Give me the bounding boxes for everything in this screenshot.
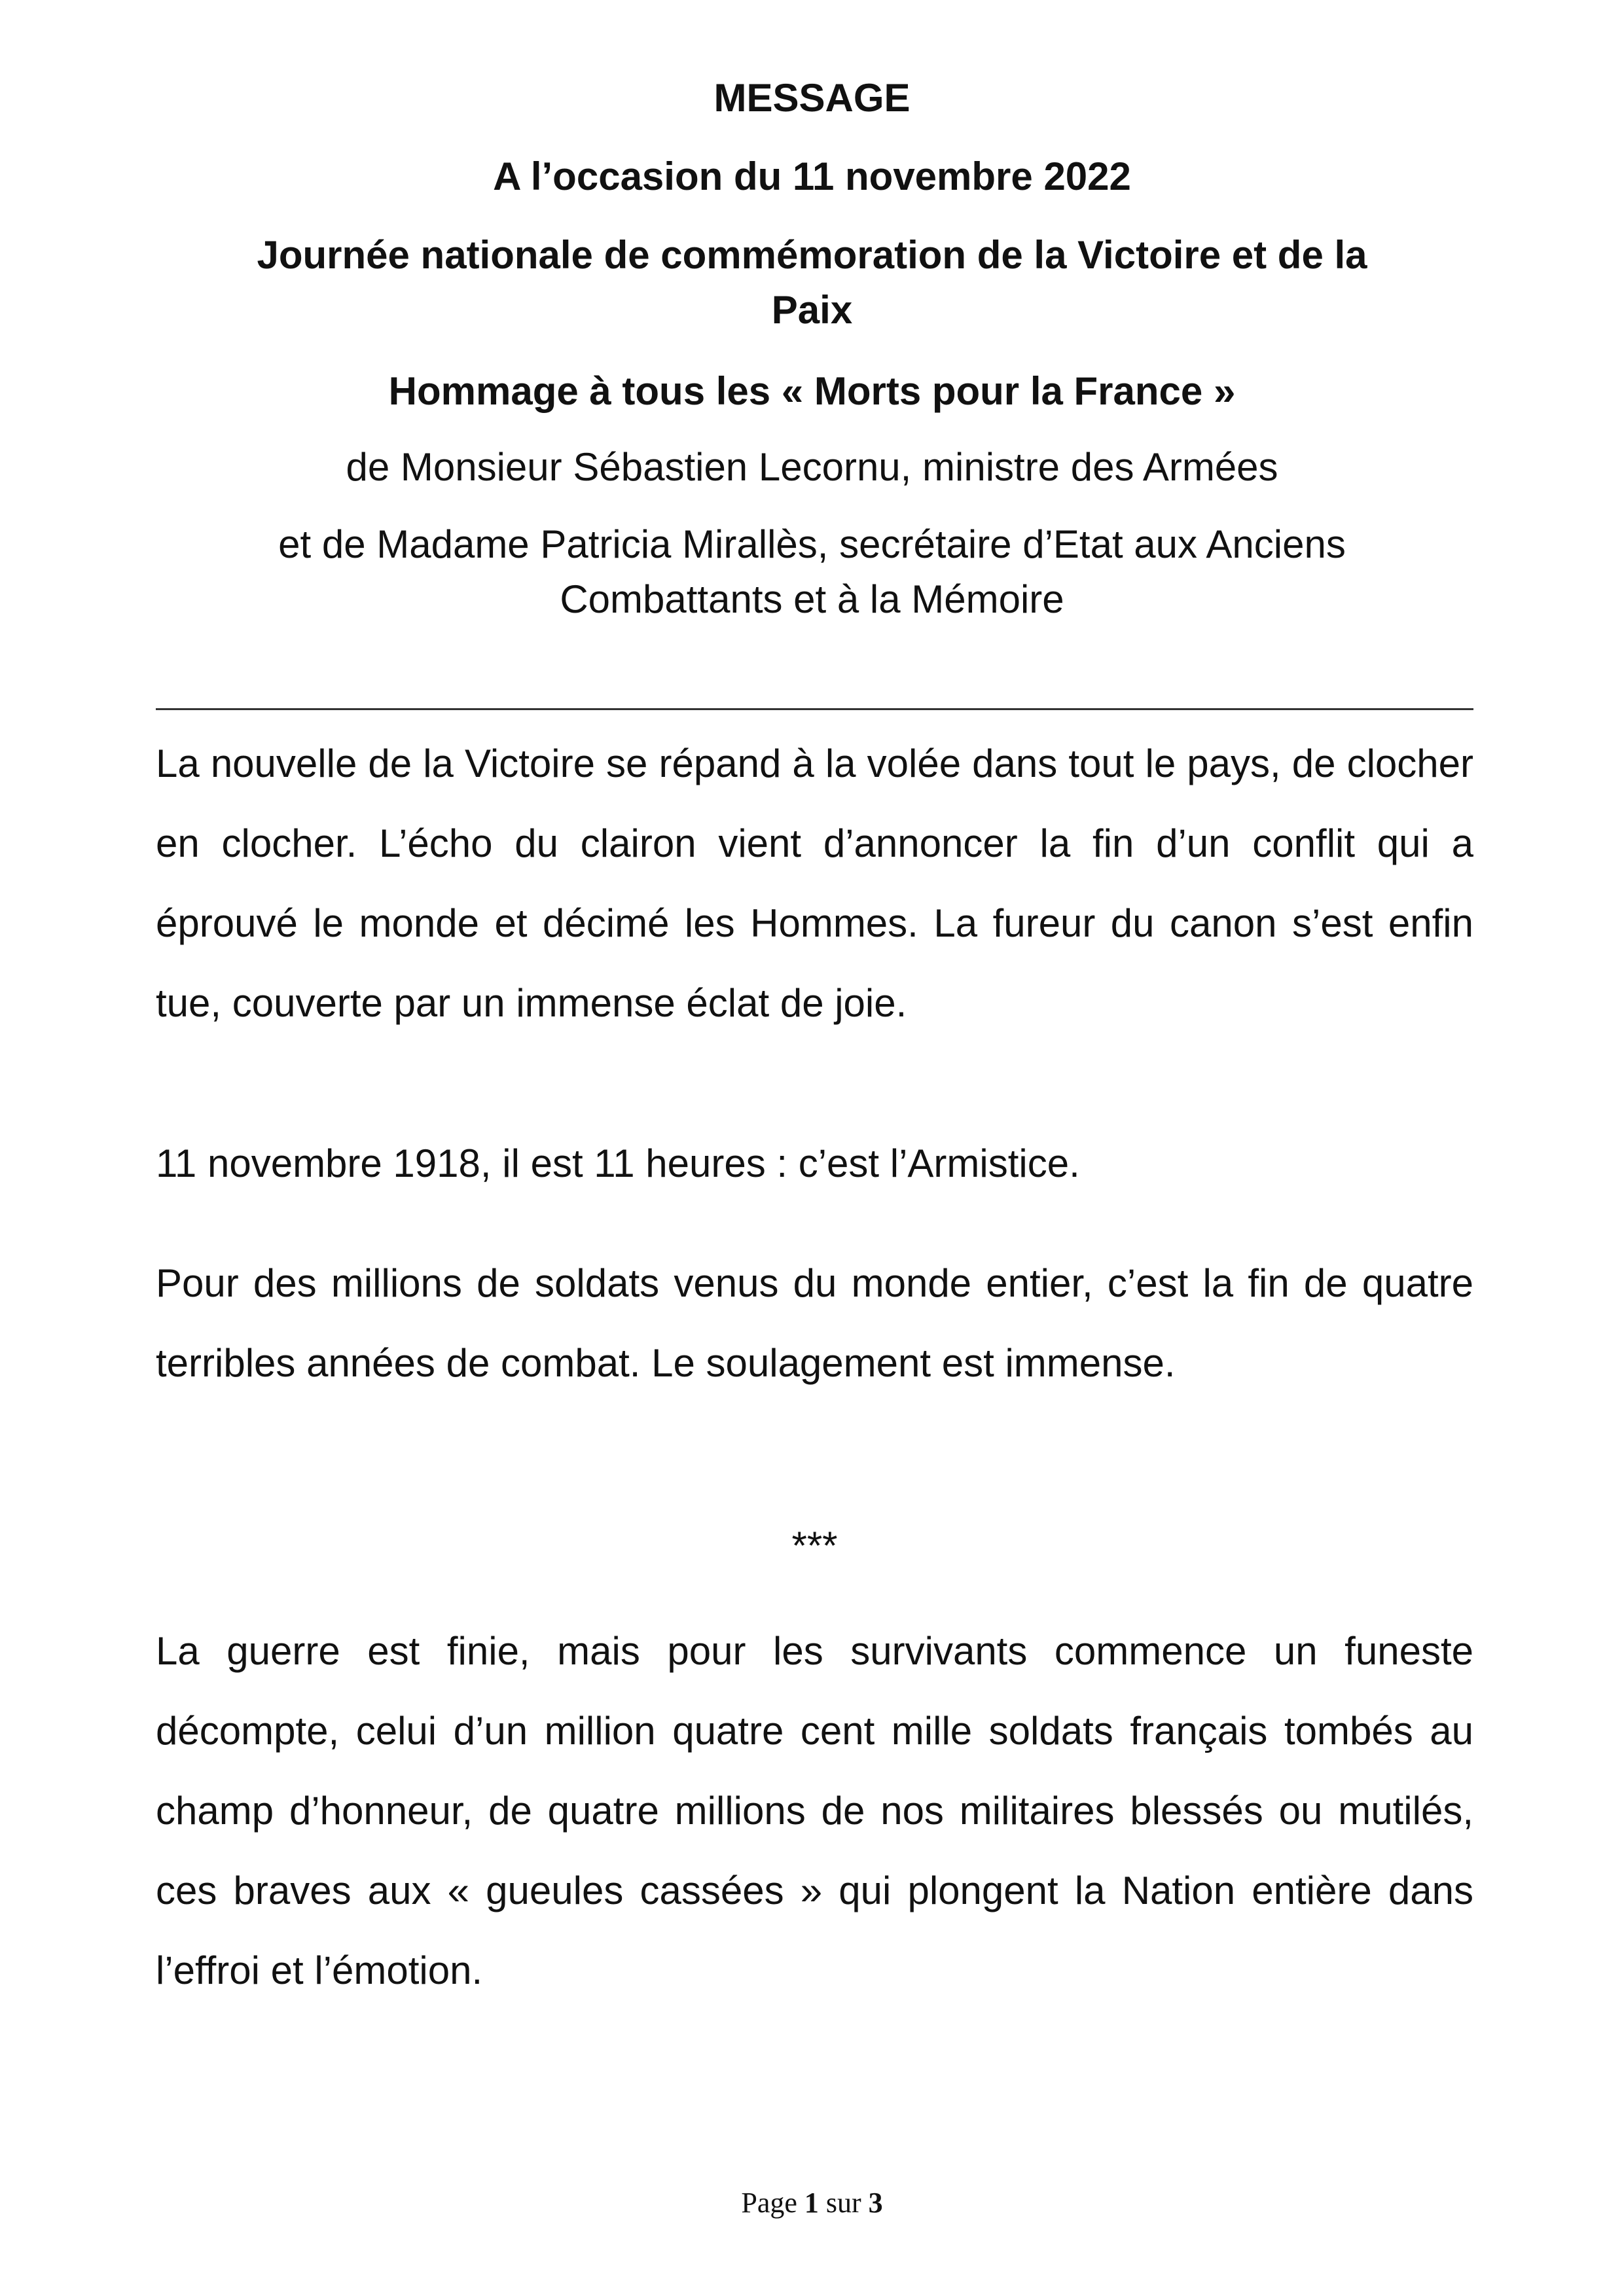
header-title-block	[151, 71, 1473, 126]
page-footer	[0, 2186, 1624, 2219]
page-number: 1	[804, 2187, 819, 2219]
page-of-label: sur	[825, 2187, 861, 2219]
author-minister: de Monsieur Sébastien Lecornu, ministre des Armées	[346, 445, 1278, 489]
header-hommage-block	[151, 364, 1473, 419]
header-author1-block	[151, 440, 1473, 495]
body-paragraph-1: La nouvelle de la Victoire se répand à la volée dans tout le pays, de clocher en clocher. L’écho du clairon vient d’annoncer la fin d’un conflit qui a éprouvé le monde et décimé les Hommes. La fureur du canon s’est enfin tue, couverte par un immense éclat de joie.	[156, 742, 1473, 1025]
header-divider	[156, 708, 1473, 710]
section-separator: ***	[791, 1524, 838, 1568]
body-paragraph-3: Pour des millions de soldats venus du monde entier, c’est la fin de quatre terribles années de combat. Le soulagement est immense.	[156, 1261, 1473, 1385]
header-author2-block	[151, 517, 1473, 627]
journee-heading: Journée nationale de commémoration de la Victoire et de la Paix	[257, 233, 1367, 332]
body-paragraph-2: 11 novembre 1918, il est 11 heures : c’est l’Armistice.	[156, 1141, 1080, 1185]
message-title: MESSAGE	[713, 76, 911, 120]
occasion-heading: A l’occasion du 11 novembre 2022	[493, 154, 1131, 198]
page-total: 3	[868, 2187, 883, 2219]
hommage-heading: Hommage à tous les « Morts pour la France »	[388, 369, 1236, 413]
header-occasion-block	[151, 149, 1473, 204]
body-paragraph-4: La guerre est finie, mais pour les survivants commence un funeste décompte, celui d’un million quatre cent mille soldats français tombés au champ d’honneur, de quatre millions de nos militaires blessés ou mutilés, ces braves aux « gueules cassées » qui plongent la Nation entière dans l’effroi et l’émotion.	[156, 1629, 1473, 1992]
page-label: Page	[741, 2187, 797, 2219]
author-secretary: et de Madame Patricia Mirallès, secrétaire d’Etat aux Anciens Combattants et à la Mémoire	[278, 522, 1346, 621]
header-journee-block	[151, 228, 1473, 338]
